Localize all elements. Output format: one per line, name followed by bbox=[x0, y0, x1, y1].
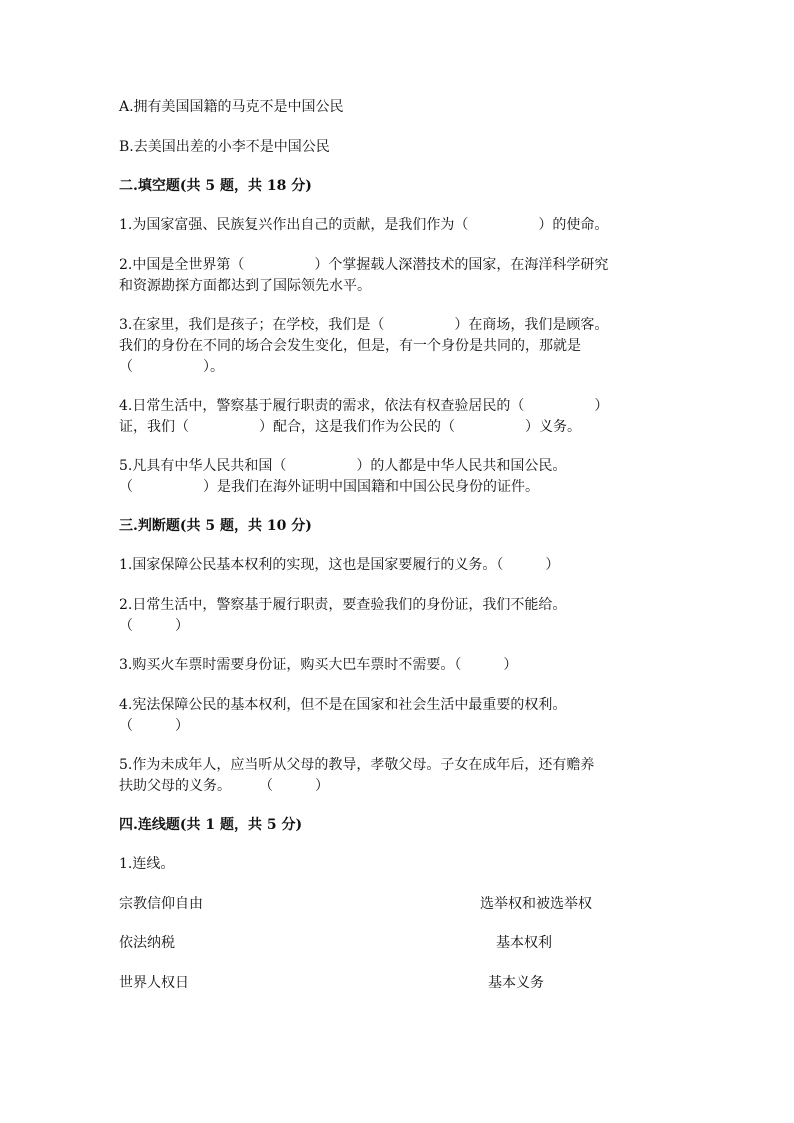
fill-question-4-line-2: 证，我们（ ）配合，这是我们作为公民的（ ）义务。 bbox=[119, 419, 581, 435]
judge-question-5-line-1: 5.作为未成年人，应当听从父母的教导，孝敬父母。子女在成年后，还有赡养 bbox=[119, 757, 595, 773]
fill-question-4-line-1: 4.日常生活中，警察基于履行职责的需求，依法有权查验居民的（ ） bbox=[119, 398, 609, 414]
match-section-heading: 四.连线题(共 1 题，共 5 分) bbox=[119, 817, 303, 833]
judge-question-2-line-1: 2.日常生活中，警察基于履行职责，要查验我们的身份证，我们不能给。 bbox=[119, 597, 567, 613]
match-right-item: 选举权和被选举权 bbox=[480, 896, 592, 912]
judge-question-5-line-2: 扶助父母的义务。 （ ） bbox=[119, 778, 329, 794]
match-question-1: 1.连线。 bbox=[119, 856, 175, 872]
match-left-item: 世界人权日 bbox=[119, 975, 189, 991]
judge-question-4-line-1: 4.宪法保障公民的基本权利，但不是在国家和社会生活中最重要的权利。 bbox=[119, 697, 567, 713]
option-b: B.去美国出差的小李不是中国公民 bbox=[119, 139, 330, 155]
judge-question-3: 3.购买火车票时需要身份证，购买大巴车票时不需要。（ ） bbox=[119, 657, 518, 673]
fill-question-3-line-2: 我们的身份在不同的场合会发生变化，但是，有一个身份是共同的，那就是 bbox=[119, 338, 581, 354]
fill-question-3-line-3: （ ）。 bbox=[119, 359, 224, 375]
judge-section-heading: 三.判断题(共 5 题，共 10 分) bbox=[119, 518, 312, 534]
fill-question-5-line-1: 5.凡具有中华人民共和国（ ）的人都是中华人民共和国公民。 bbox=[119, 458, 567, 474]
fill-section-heading: 二.填空题(共 5 题，共 18 分) bbox=[119, 178, 312, 194]
fill-question-1: 1.为国家富强、民族复兴作出自己的贡献，是我们作为（ ）的使命。 bbox=[119, 217, 609, 233]
fill-question-3-line-1: 3.在家里，我们是孩子；在学校，我们是（ ）在商场，我们是顾客。 bbox=[119, 317, 609, 333]
option-a: A.拥有美国国籍的马克不是中国公民 bbox=[119, 99, 344, 115]
judge-question-2-line-2: （ ） bbox=[119, 618, 189, 634]
fill-question-2-line-2: 和资源勘探方面都达到了国际领先水平。 bbox=[119, 278, 371, 294]
judge-question-4-line-2: （ ） bbox=[119, 718, 189, 734]
match-right-item: 基本权利 bbox=[496, 935, 552, 951]
match-left-item: 宗教信仰自由 bbox=[119, 896, 203, 912]
fill-question-2-line-1: 2.中国是全世界第（ ）个掌握载人深潜技术的国家，在海洋科学研究 bbox=[119, 257, 609, 273]
match-left-item: 依法纳税 bbox=[119, 935, 175, 951]
judge-question-1: 1.国家保障公民基本权利的实现，这也是国家要履行的义务。（ ） bbox=[119, 557, 560, 573]
match-right-item: 基本义务 bbox=[488, 975, 544, 991]
fill-question-5-line-2: （ ）是我们在海外证明中国国籍和中国公民身份的证件。 bbox=[119, 479, 539, 495]
